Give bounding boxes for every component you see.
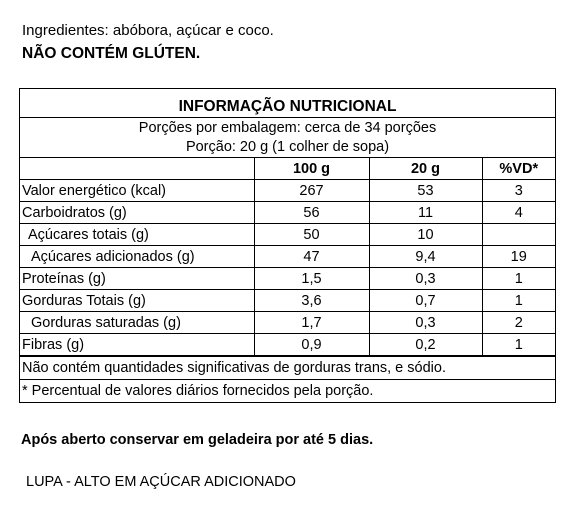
table-row [20, 312, 555, 334]
table-row [20, 246, 555, 268]
column-header-100g: 100 g [254, 158, 369, 180]
nutrient-name: Açúcares totais (g) [20, 224, 254, 246]
value-vd: 1 [482, 290, 555, 312]
nutrient-name: Carboidratos (g) [20, 202, 254, 224]
column-header-vd: %VD* [482, 158, 555, 180]
value-vd: 2 [482, 312, 555, 334]
nutrient-name: Gorduras saturadas (g) [20, 312, 254, 334]
nutrient-name: Gorduras Totais (g) [20, 290, 254, 312]
value-vd: 3 [482, 180, 555, 202]
nutrition-label [19, 88, 556, 403]
nutrient-name: Valor energético (kcal) [20, 180, 254, 202]
table-row [20, 180, 555, 202]
value-20g: 0,7 [369, 290, 482, 312]
value-vd [482, 224, 555, 246]
value-20g: 11 [369, 202, 482, 224]
value-vd: 1 [482, 268, 555, 290]
servings-info [20, 118, 555, 158]
value-20g: 9,4 [369, 246, 482, 268]
table-row [20, 268, 555, 290]
value-100g: 56 [254, 202, 369, 224]
nutrient-name: Açúcares adicionados (g) [20, 246, 254, 268]
nutrition-table [20, 158, 555, 356]
value-100g: 50 [254, 224, 369, 246]
table-header-row [20, 158, 555, 180]
value-20g: 0,2 [369, 334, 482, 356]
value-100g: 3,6 [254, 290, 369, 312]
table-row [20, 202, 555, 224]
gluten-warning: NÃO CONTÉM GLÚTEN. [22, 45, 201, 62]
value-20g: 0,3 [369, 268, 482, 290]
storage-instructions: Após aberto conservar em geladeira por até 5 dias. [21, 432, 374, 448]
value-vd: 4 [482, 202, 555, 224]
note-insignificant: Não contém quantidades significativas de gorduras trans, e sódio. [20, 356, 555, 379]
table-row [20, 224, 555, 246]
value-100g: 47 [254, 246, 369, 268]
table-row [20, 290, 555, 312]
value-100g: 267 [254, 180, 369, 202]
value-100g: 1,5 [254, 268, 369, 290]
value-20g: 10 [369, 224, 482, 246]
value-vd: 1 [482, 334, 555, 356]
nutrient-name: Fibras (g) [20, 334, 254, 356]
column-header [20, 158, 254, 180]
column-header-20g: 20 g [369, 158, 482, 180]
value-20g: 53 [369, 180, 482, 202]
value-100g: 1,7 [254, 312, 369, 334]
front-label-warning: LUPA - ALTO EM AÇÚCAR ADICIONADO [26, 474, 296, 490]
table-row [20, 334, 555, 356]
ingredients-text: Ingredientes: abóbora, açúcar e coco. [22, 22, 274, 39]
nutrient-name: Proteínas (g) [20, 268, 254, 290]
nutrition-title: INFORMAÇÃO NUTRICIONAL [20, 89, 555, 118]
note-percent-daily: * Percentual de valores diários fornecidos pela porção. [20, 379, 555, 402]
serving-size: Porção: 20 g (1 colher de sopa) [185, 139, 390, 155]
value-vd: 19 [482, 246, 555, 268]
value-100g: 0,9 [254, 334, 369, 356]
servings-per-package: Porções por embalagem: cerca de 34 porções [138, 120, 437, 136]
value-20g: 0,3 [369, 312, 482, 334]
